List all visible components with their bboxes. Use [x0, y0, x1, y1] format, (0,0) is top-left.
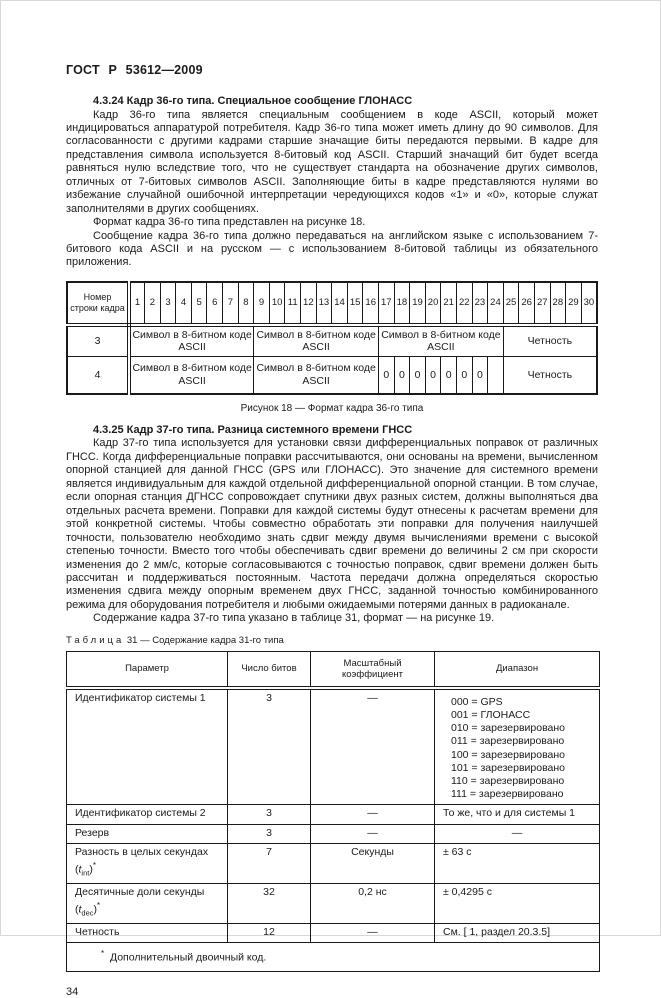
table31-cell-range: То же, что и для системы 1	[435, 805, 600, 824]
fig18-header-row	[67, 282, 597, 325]
fig18-row-number: 3	[67, 325, 129, 357]
document-number-header: ГОСТ Р 53612—2009	[66, 63, 203, 77]
fig18-col-number: 27	[534, 282, 550, 325]
fig18-cell-symbol: Символ в 8-битном коде ASCII	[129, 356, 254, 394]
table31-cell-range: ± 63 с	[435, 843, 600, 883]
table31-cell-bits: 32	[228, 883, 311, 923]
fig18-cell-zero-bit: 0	[425, 356, 441, 394]
fig18-col-number: 4	[176, 282, 192, 325]
footnote-marker: *	[101, 949, 105, 959]
table31-row-reserve	[67, 824, 600, 843]
fig18-col-number: 5	[191, 282, 207, 325]
page-number: 34	[66, 985, 79, 998]
fig18-col-number: 17	[379, 282, 395, 325]
fig18-col-number: 28	[550, 282, 566, 325]
table31-cell-range: —	[435, 824, 600, 843]
table31-cell-scale: —	[311, 923, 435, 942]
fig18-row-4	[67, 356, 597, 394]
table31-row-parity	[67, 923, 600, 942]
table31-cell-bits: 3	[228, 805, 311, 824]
fig18-col-number: 15	[347, 282, 363, 325]
fig18-col-number: 7	[223, 282, 239, 325]
table31-row-system-id-2	[67, 805, 600, 824]
paragraph-4325-1: Кадр 37-го типа используется для установки связи дифференциальных поправок от различных ГНСС. Когда дифференциальные поправки рассчитываются, они основаны на времени, вычисленном опорной станцией для данной ГНСС (GPS или ГЛОНАСС). Это значение для системного времени является индивидуальным для каждой отдельной дифференциальной опорной станции. В том случае, если опорная станция ДГНСС сопровождает спутники двух разных систем, должны выполняться два отдельных расчета времени. Поправки для каждой системы будут отнесены к расчетам времени для этой конкретной системы. Чтобы совместно обработать эти поправки для получения наилучшей точности, пользователю необходимо знать сдвиг между двумя вычислениями времени с высокой степенью точности. Вместо того чтобы обеспечивать сдвиг времени до величины 2 см при скорости изменения до 2 мм/с, которые согласовываются с точностью поправок, сдвиг времени должен быть рассчитан и поддерживаться постоянным. Частота передачи должна определяться скоростью изменения сдвига между опорным временем двух ГНСС, заданной точностью комбинированного режима для оборудования потребителя и любыми ожидаемыми потерями данных в радиоканале.	[66, 437, 598, 611]
fig18-cell-symbol: Символ в 8-битном коде ASCII	[379, 325, 504, 357]
fig18-cell-zero-bit: 0	[379, 356, 395, 394]
fig18-col-number: 23	[472, 282, 488, 325]
paragraph-4324-2: Формат кадра 36-го типа представлен на рисунке 18.	[93, 216, 366, 229]
table31-caption-label: Таблица	[66, 634, 125, 646]
parameter-text: Разность в целых секундах (	[75, 845, 209, 876]
fig18-col-number: 19	[410, 282, 426, 325]
fig18-cell-zero-bit: 0	[394, 356, 410, 394]
fig18-col-number: 18	[394, 282, 410, 325]
fig18-cell-zero-bit: 0	[472, 356, 488, 394]
fig18-col-number: 12	[301, 282, 317, 325]
fig18-cell-symbol: Символ в 8-битном коде ASCII	[254, 356, 379, 394]
table31-header-range: Диапазон	[435, 651, 600, 688]
fig18-col-number: 8	[238, 282, 254, 325]
parameter-text: )	[93, 903, 98, 916]
parameter-subscript: dec	[81, 908, 94, 918]
table31-cell-parameter	[67, 843, 228, 883]
table31-row-system-id-1	[67, 688, 600, 805]
table31-footnote-row	[67, 943, 600, 972]
table31-cell-scale: Секунды	[311, 843, 435, 883]
table31-cell-bits: 7	[228, 843, 311, 883]
fig18-cell-zero-bit: 0	[441, 356, 457, 394]
table31-cell-bits: 12	[228, 923, 311, 942]
fig18-cell-parity: Четность	[503, 325, 597, 357]
table31-row-decimal-seconds	[67, 883, 600, 923]
paragraph-4324-3: Сообщение кадра 36-го типа должно передаваться на английском языке с использованием 7-битового кода ASCII и на русском — с использованием 8-битовой таблицы из обязательного приложения.	[66, 229, 598, 269]
table31-cell-scale: —	[311, 824, 435, 843]
fig18-cell-parity: Четность	[503, 356, 597, 394]
fig18-cell-symbol: Символ в 8-битном коде ASCII	[254, 325, 379, 357]
fig18-col-number: 1	[129, 282, 145, 325]
table31-cell-parameter: Резерв	[67, 824, 228, 843]
fig18-col-number: 2	[145, 282, 161, 325]
figure18-caption: Рисунок 18 — Формат кадра 36-го типа	[240, 402, 424, 414]
table31-cell-parameter: Идентификатор системы 2	[67, 805, 228, 824]
fig18-corner-header: Номер строки кадра	[67, 282, 129, 325]
parameter-text: )	[89, 863, 93, 876]
fig18-cell-zero-bit: 0	[456, 356, 472, 394]
fig18-col-number: 21	[441, 282, 457, 325]
fig18-row-3	[67, 325, 597, 357]
parameter-text: Десятичные доли секунды (	[75, 885, 205, 916]
fig18-col-number: 26	[519, 282, 535, 325]
fig18-col-number: 9	[254, 282, 270, 325]
fig18-col-number: 10	[269, 282, 285, 325]
table31-header-scale: Масштабный коэффициент	[311, 651, 435, 688]
fig18-cell-empty-bit	[488, 356, 504, 394]
page-content	[66, 63, 598, 998]
fig18-col-number: 30	[581, 282, 597, 325]
table31-footnote	[67, 943, 600, 972]
table31-cell-range: ± 0,4295 с	[435, 883, 600, 923]
footnote-text: Дополнительный двоичный код.	[109, 951, 267, 964]
fig18-col-number: 29	[566, 282, 582, 325]
fig18-col-number: 20	[425, 282, 441, 325]
fig18-col-number: 24	[488, 282, 504, 325]
table31-cell-bits: 3	[228, 688, 311, 805]
table31-caption	[66, 635, 598, 646]
fig18-col-number: 11	[285, 282, 301, 325]
fig18-col-number: 14	[332, 282, 348, 325]
table31-cell-parameter: Четность	[67, 923, 228, 942]
fig18-row-number: 4	[67, 356, 129, 394]
table31-cell-range: 000 = GPS 001 = ГЛОНАСС 010 = зарезервировано 011 = зарезервировано 100 = зарезервировано 101 = зарезервировано 110 = зарезервировано 111 = зарезервировано	[435, 688, 600, 805]
section-heading-4-3-25: 4.3.25 Кадр 37-го типа. Разница системного времени ГНСС	[93, 423, 413, 436]
fig18-col-number: 13	[316, 282, 332, 325]
fig18-cell-zero-bit: 0	[410, 356, 426, 394]
parameter-variable: t	[78, 903, 82, 916]
fig18-col-number: 22	[456, 282, 472, 325]
table31-cell-scale: —	[311, 805, 435, 824]
paragraph-4325-2: Содержание кадра 37-го типа указано в таблице 31, формат — на рисунке 19.	[93, 612, 495, 625]
table31-cell-bits: 3	[228, 824, 311, 843]
table31-header-parameter: Параметр	[67, 651, 228, 688]
section-heading-4-3-24: 4.3.24 Кадр 36-го типа. Специальное сообщение ГЛОНАСС	[93, 95, 413, 107]
parameter-variable: t	[78, 863, 82, 876]
figure18-frame-format-table	[66, 281, 598, 395]
table31-caption-text: 31 — Содержание кадра 31-го типа	[126, 634, 284, 646]
footnote-marker: *	[97, 901, 101, 911]
table31-frame-contents	[66, 651, 600, 972]
footnote-marker: *	[92, 861, 96, 871]
table31-cell-parameter: Идентификатор системы 1	[67, 688, 228, 805]
table31-cell-scale: —	[311, 688, 435, 805]
fig18-col-number: 16	[363, 282, 379, 325]
table31-header-bits: Число битов	[228, 651, 311, 688]
paragraph-4324-1: Кадр 36-го типа является специальным сообщением в коде ASCII, который может индицироваться аппаратурой потребителя. Кадр 36-го типа может иметь длину до 90 символов. Для согласованности с другими кадрами старшие значащие биты передаются первыми. В кадре для представления символа используется 8-битовый код ASCII. Старший значащий бит будет всегда равняться нулю вследствие того, что не существует стандарта на обозначение других символов, отличных от 7-битовых символов ASCII. Заполняющие биты в кадре представляются нулями во избежание случайной ошибочной интерпретации чередующихся кодов «1» и «0», которые служат заполнителями в других сообщениях.	[66, 108, 598, 215]
fig18-col-number: 3	[160, 282, 176, 325]
fig18-col-number: 25	[503, 282, 519, 325]
fig18-col-number: 6	[207, 282, 223, 325]
parameter-subscript: int	[81, 868, 90, 878]
table31-cell-range: См. [ 1, раздел 20.3.5]	[435, 923, 600, 942]
table31-cell-parameter	[67, 883, 228, 923]
fig18-cell-symbol: Символ в 8-битном коде ASCII	[129, 325, 254, 357]
table31-header-row	[67, 651, 600, 688]
table31-cell-scale: 0,2 нс	[311, 883, 435, 923]
table31-row-integer-seconds	[67, 843, 600, 883]
